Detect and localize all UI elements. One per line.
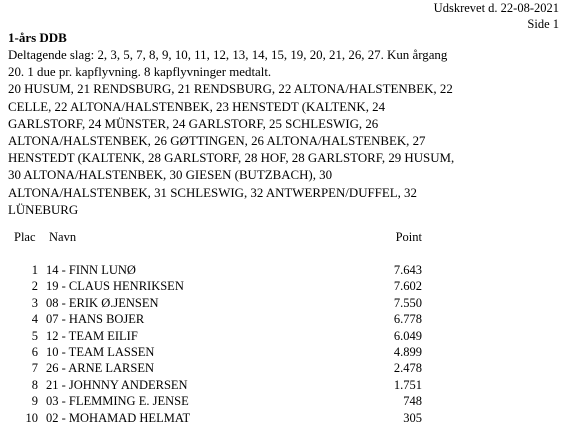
row-name: 12 - TEAM EILIF <box>46 328 138 343</box>
header-name: Navn <box>49 230 77 244</box>
page-number: Side 1 <box>527 17 559 31</box>
row-plac: 2 <box>31 279 38 294</box>
row-point: 6.778 <box>393 312 422 327</box>
header-plac: Plac <box>14 230 36 244</box>
table-row <box>8 278 428 294</box>
row-name: 19 - CLAUS HENRIKSEN <box>46 279 184 294</box>
row-point: 1.751 <box>393 377 422 392</box>
table-row <box>8 393 428 409</box>
row-plac: 7 <box>31 361 38 376</box>
row-name: 08 - ERIK Ø.JENSEN <box>46 295 159 310</box>
row-name: 10 - TEAM LASSEN <box>46 344 155 359</box>
row-plac: 4 <box>31 312 38 327</box>
row-plac: 9 <box>31 394 38 409</box>
row-point: 7.550 <box>393 295 422 310</box>
row-name: 03 - FLEMMING E. JENSE <box>46 394 189 409</box>
report-title: 1-års DDB <box>8 30 67 45</box>
row-plac: 5 <box>31 328 38 343</box>
table-row <box>8 344 428 360</box>
table-row <box>8 328 428 344</box>
row-name: 02 - MOHAMAD HELMAT <box>46 410 191 425</box>
row-plac: 8 <box>31 377 38 392</box>
table-row <box>8 262 428 278</box>
table-row <box>8 377 428 393</box>
row-plac: 3 <box>31 295 38 310</box>
table-row <box>8 311 428 327</box>
print-header <box>434 0 559 32</box>
row-name: 07 - HANS BOJER <box>46 312 145 327</box>
row-point: 7.602 <box>393 279 422 294</box>
report-description: Deltagende slag: 2, 3, 5, 7, 8, 9, 10, 11, 12, 13, 14, 15, 19, 20, 21, 26, 27. Kun årgang 20. 1 due pr. kapflyvning. 8 kapflyvninger medtalt. 20 HUSUM, 21 RENDSBURG, 21 RENDSBURG, 22 ALTONA/HALSTENBEK, 22 CELLE, 22 ALTONA/HALSTENBEK, 23 HENSTEDT (KALTENK, 24 GARLSTORF, 24 MÜNSTER, 24 GARLSTORF, 25 SCHLESWIG, 26 ALTONA/HALSTENBEK, 26 GØTTINGEN, 26 ALTONA/HALSTENBEK, 27 HENSTEDT (KALTENK, 28 GARLSTORF, 28 HOF, 28 GARLSTORF, 29 HUSUM, 30 ALTONA/HALSTENBEK, 30 GIESEN (BUTZBACH), 30 ALTONA/HALSTENBEK, 31 SCHLESWIG, 32 ANTWERPEN/DUFFEL, 32 LÜNEBURG <box>8 48 455 217</box>
table-row <box>8 410 428 426</box>
row-name: 21 - JOHNNY ANDERSEN <box>46 377 188 392</box>
header-point: Point <box>395 230 422 244</box>
row-point: 305 <box>403 410 422 425</box>
row-point: 7.643 <box>393 263 422 277</box>
row-point: 748 <box>403 394 422 409</box>
row-plac: 10 <box>25 410 38 425</box>
table-row <box>8 360 428 376</box>
row-point: 2.478 <box>393 361 422 376</box>
row-name: 26 - ARNE LARSEN <box>46 361 154 376</box>
row-point: 4.899 <box>393 344 422 359</box>
row-point: 6.049 <box>393 328 422 343</box>
row-name: 14 - FINN LUNØ <box>46 263 136 277</box>
results-table <box>8 229 428 425</box>
row-plac: 1 <box>31 263 38 277</box>
printed-date: Udskrevet d. 22-08-2021 <box>433 1 559 15</box>
table-header <box>8 229 428 245</box>
table-row <box>8 295 428 311</box>
row-plac: 6 <box>31 344 38 359</box>
table-body <box>8 262 428 426</box>
